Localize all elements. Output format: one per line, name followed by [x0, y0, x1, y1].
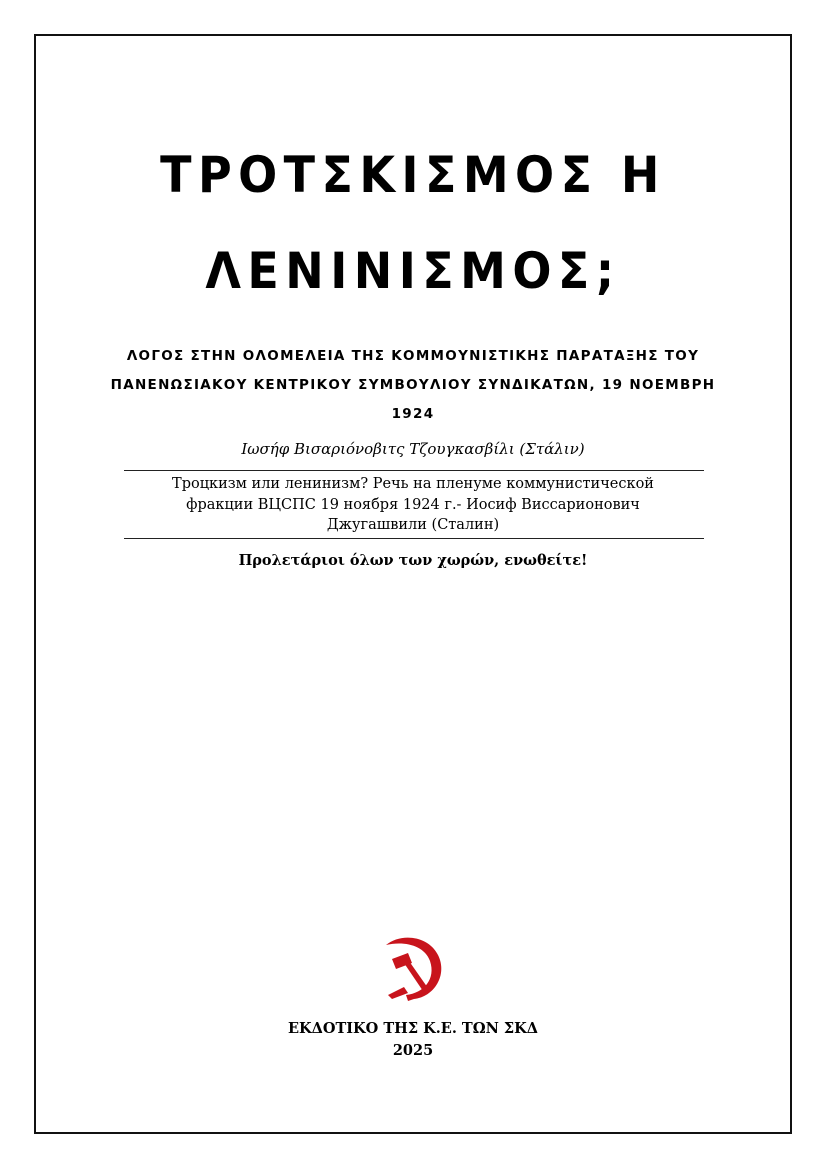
subtitle: ΛΟΓΟΣ ΣΤΗΝ ΟΛΟΜΕΛΕΙΑ ΤΗΣ ΚΟΜΜΟΥΝΙΣΤΙΚΗΣ ΠΑΡΑΤΑΞΗΣ ΤΟΥ ΠΑΝΕΝΩΣΙΑΚΟΥ ΚΕΝΤΡΙΚΟΥ ΣΥΜΒΟΥΛΙΟΥ ΣΥΝΔΙΚΑΤΩΝ, 19 ΝΟΕΜΒΡΗ 1924	[110, 348, 716, 422]
bottom-rule	[124, 538, 704, 539]
author-greek: Ιωσήφ Βισαριόνοβιτς Τζουγκασβίλι (Στάλιν)	[241, 440, 585, 458]
title-line-1: ΤΡΟΤΣΚΙΣΜΟΣ Η	[160, 146, 666, 204]
publication-year: 2025	[392, 1042, 434, 1059]
title-line-2: ΛΕΝΙΝΙΣΜΟΣ;	[205, 242, 621, 300]
slogan: Προλετάριοι όλων των χωρών, ενωθείτε!	[238, 552, 588, 569]
hammer-and-sickle-icon	[378, 931, 450, 1003]
top-rule	[124, 470, 704, 471]
publisher: ΕΚΔΟΤΙΚΟ ΤΗΣ Κ.Ε. ΤΩΝ ΣΚΔ	[287, 1020, 539, 1037]
original-title-russian: Троцкизм или ленинизм? Речь на пленуме коммунистической фракции ВЦСПС 19 ноября 1924 г.- Иосиф Виссарионович Джугашвили (Сталин)	[172, 476, 654, 533]
